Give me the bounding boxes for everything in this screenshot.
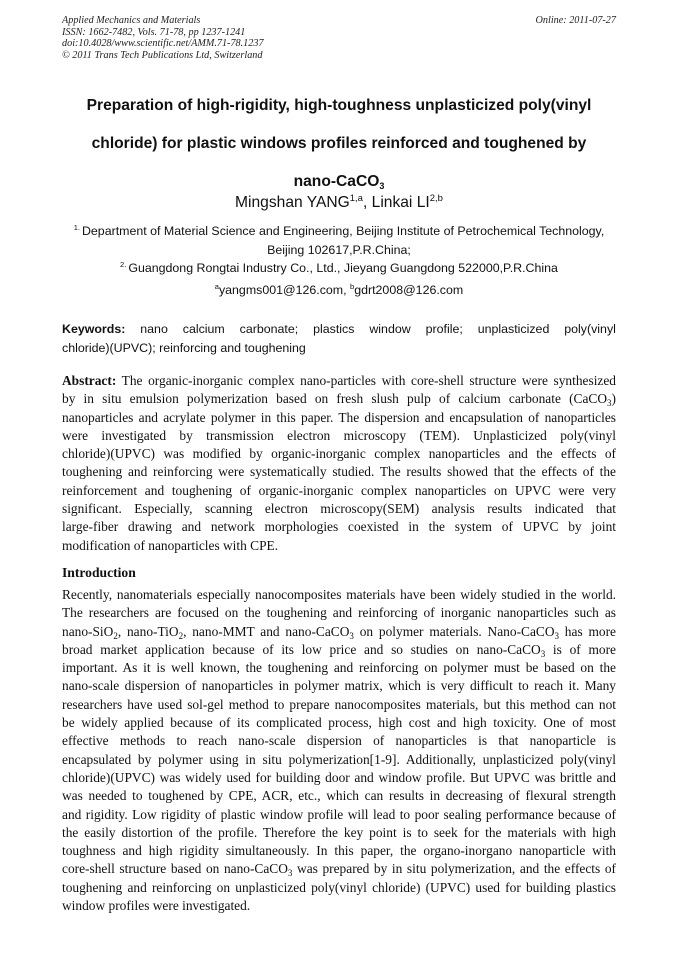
abstract-text: by in situ emulsion polymerization based on fresh slush pulp of calcium carbonate (CaCO (62, 391, 608, 407)
copyright-line: © 2011 Trans Tech Publications Ltd, Switzerland (62, 49, 263, 61)
email-separator: , (343, 283, 351, 297)
issn-line: ISSN: 1662-7482, Vols. 71-78, pp 1237-1241 (62, 26, 246, 38)
intro-line: toughness and high rigidity simultaneously. In this paper, the organo-inorgano nanoparticle with (62, 843, 616, 859)
affiliation-2 (62, 259, 616, 278)
affiliation-mark: 2. (120, 260, 127, 269)
intro-line: important. As it is well known, the toughening and reinforcing on polymer must be based on the (62, 660, 616, 676)
abstract-line: large-fiber drawing and network morphologies coexisted in the system of UPVC by joint (62, 519, 616, 535)
keywords-line-2: chloride)(UPVC); reinforcing and toughening (62, 340, 306, 355)
abstract-line: nanoparticles and acrylate polymer in this paper. The dispersion and encapsulation of nanoparticles (62, 409, 616, 425)
intro-line: Recently, nanomaterials especially nanocomposites materials have been widely studied in the world. (62, 587, 616, 602)
abstract-label: Abstract: (62, 373, 117, 388)
introduction-body (62, 586, 616, 915)
author-list (66, 193, 612, 213)
intro-line: nano-scale dispersion of nanoparticles in polymer matrix, which is very difficult to reach it. Many (62, 678, 616, 694)
abstract-line: toughening and reinforcing were systematically studied. The results showed that the effects of the (62, 464, 616, 480)
intro-text: core-shell structure based on nano-CaCO (62, 861, 288, 877)
title-line-2: chloride) for plastic windows profiles reinforced and toughened by (91, 135, 587, 152)
author-affiliation-mark: 2,b (429, 193, 443, 204)
intro-line: and rigidity. Low rigidity of plastic window profile will lead to poor sealing performance because of (62, 806, 616, 822)
intro-line: researchers have used sol-gel method to prepare nanocomposites materials, but this method can not (62, 696, 616, 712)
keyword-word: window (369, 322, 411, 336)
subscript: 3 (379, 181, 385, 191)
abstract-line (62, 390, 616, 408)
introduction-heading: Introduction (62, 565, 136, 580)
affiliation-text: Department of Material Science and Engineering, Beijing Institute of Petrochemical Technology, (81, 224, 605, 238)
author-affiliation-mark: 1,a (349, 193, 363, 204)
author-emails (62, 283, 616, 297)
keyword-word: profile; (425, 322, 463, 336)
intro-line: encapsulated by polymer using in situ polymerization[1-9]. Additionally, unplasticized poly(vinyl (62, 751, 616, 767)
intro-text: was prepared by in situ polymerization, and the effects of (292, 861, 616, 877)
keyword-word: unplasticized (477, 322, 550, 336)
affiliation-1 (62, 222, 616, 241)
email-address[interactable]: yangms001@126.com (218, 283, 344, 297)
subscript: 3 (287, 868, 293, 879)
email-mark: b (350, 282, 355, 291)
email-mark: a (214, 282, 219, 291)
intro-line: effective methods to reach nano-scale dispersion of nanoparticles is that nanoparticle is (62, 733, 616, 749)
abstract-line: were investigated by transmission electron microscopy (TEM). Unplasticized poly(vinyl (62, 427, 616, 443)
author-separator: , (362, 194, 372, 211)
keywords-section (62, 320, 616, 357)
abstract-line: chloride)(UPVC) was modified by organic-inorganic complex nanoparticles and the effects of (62, 446, 616, 462)
affiliation-mark: 1. (73, 223, 80, 232)
subscript: 2 (178, 630, 184, 641)
subscript: 3 (540, 648, 546, 659)
author-name: Mingshan YANG (235, 194, 350, 211)
abstract-line: reinforcement and toughening of organic-inorganic complex nanoparticles on UPVC were very (62, 482, 616, 498)
affiliation-1-cont: Beijing 102617,P.R.China; (267, 242, 411, 257)
abstract-line (62, 372, 616, 390)
affiliations (62, 222, 616, 278)
subscript: 2 (113, 630, 118, 641)
intro-line: toughening and reinforcing on unplasticized poly(vinyl chloride) (UPVC) used for building plastics (62, 879, 616, 895)
abstract-text: ) (611, 391, 616, 407)
keyword-word: nano (140, 322, 168, 336)
intro-line (62, 860, 616, 878)
keywords-label: Keywords: (62, 322, 126, 336)
intro-text: on polymer materials. Nano-CaCO (353, 623, 555, 639)
intro-line: window profiles were investigated. (62, 898, 251, 914)
subscript: 3 (607, 398, 612, 409)
publication-header (62, 15, 616, 61)
author-name: Linkai LI (371, 194, 430, 211)
keyword-word: plastics (313, 322, 355, 336)
keyword-word: calcium (182, 322, 225, 336)
intro-text: , nano-MMT and nano-CaCO (183, 623, 350, 639)
email-address[interactable]: gdrt2008@126.com (354, 283, 464, 297)
title-line-1: Preparation of high-rigidity, high-toughness unplasticized poly(vinyl (86, 97, 592, 114)
abstract-line: significant. Especially, scanning electron microscopy(SEM) analysis results indicated that (62, 501, 616, 517)
subscript: 3 (554, 630, 559, 641)
affiliation-text: Guangdong Rongtai Industry Co., Ltd., Jieyang Guangdong 522000,P.R.China (128, 261, 558, 275)
subscript: 3 (349, 630, 354, 641)
keywords-line-1 (62, 320, 616, 339)
intro-line (62, 641, 616, 659)
abstract-line: modification of nanoparticles with CPE. (62, 537, 279, 553)
intro-line: The researchers are focused on the toughening and reinforcing of inorganic nanoparticles such as (62, 605, 616, 621)
intro-text: , nano-TiO (117, 623, 179, 639)
title-text: nano-CaCO (293, 173, 380, 190)
abstract-section (62, 372, 616, 555)
intro-line (62, 623, 616, 641)
intro-text: is of more (545, 641, 616, 657)
intro-text: broad market application because of its low price and so studies on nano-CaCO (62, 641, 541, 657)
intro-line: be widely applied because of its complicated process, high cost and high toxicity. One of most (62, 715, 616, 731)
paper-title (66, 87, 612, 201)
abstract-text: The organic-inorganic complex nano-particles with core-shell structure were synthesized (116, 373, 616, 388)
doi-line: doi:10.4028/www.scientific.net/AMM.71-78.1237 (62, 38, 264, 50)
intro-text: has more (559, 623, 616, 639)
online-date: Online: 2011-07-27 (535, 15, 616, 26)
journal-name: Applied Mechanics and Materials (62, 15, 201, 26)
intro-text: nano-SiO (62, 623, 114, 639)
keyword-word: poly(vinyl (564, 322, 616, 336)
intro-line: the easily distortion of the profile. Therefore the key point is to seek for the materials with high (62, 824, 616, 840)
intro-line: was needed to toughened by CPE, ACR, etc., which can results in decreasing of flexural strength (62, 788, 616, 804)
keyword-word: carbonate; (239, 322, 299, 336)
intro-line: chloride)(UPVC) was widely used for building door and window profile. But UPVC was brittle and (62, 769, 616, 785)
